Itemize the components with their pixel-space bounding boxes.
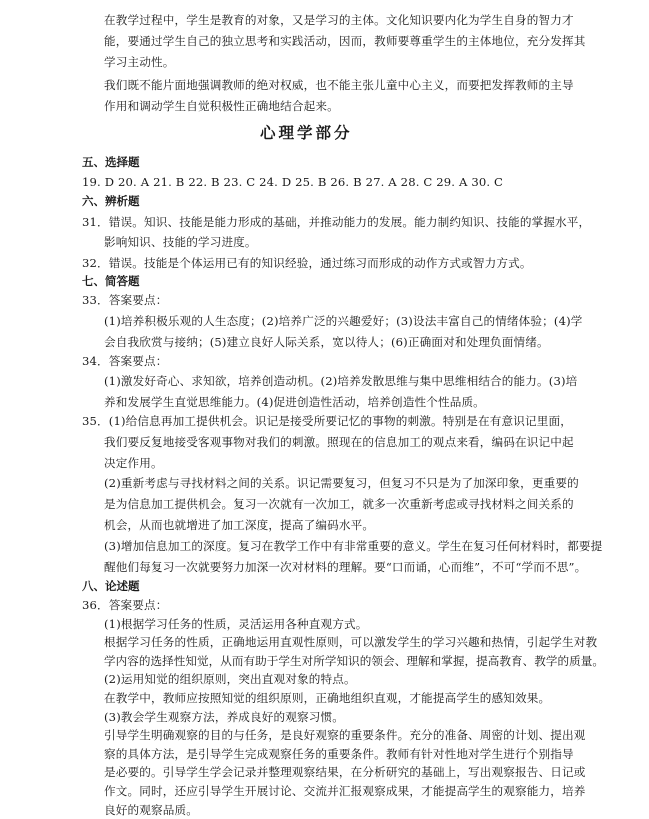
- sec5-heading: 五、选择题: [82, 155, 140, 169]
- q35-line6: 机会，从而也就增进了加工深度，提高了编码水平。: [104, 518, 375, 532]
- q35-line2: 我们要反复地接受客观事物对我们的刺激。照现在的信息加工的观点来看，编码在识记中起: [104, 435, 574, 449]
- q36-line1: 36．答案要点：: [82, 598, 168, 612]
- q36-line3: 根据学习任务的性质，正确地运用直观性原则，可以激发学生的学习兴趣和热情，引起学生对教: [104, 635, 598, 650]
- sec7-heading: 七、简答题: [82, 274, 140, 288]
- q33-line2: (1)培养积极乐观的人生态度；(2)培养广泛的兴趣爱好；(3)设法丰富自己的情绪体验；(4)学: [104, 314, 583, 328]
- q36-line2: (1)根据学习任务的性质，灵活运用各种直观方式。: [104, 616, 368, 631]
- q35-line3: 决定作用。: [104, 456, 163, 470]
- q36-line4: 学内容的选择性知觉，从而有助于学生对所学知识的领会、理解和掌握，提高教育、教学的质量。: [104, 653, 604, 668]
- intro-p1-line1: 在教学过程中，学生是教育的对象，又是学习的主体。文化知识要内化为学生自身的智力才: [104, 13, 574, 27]
- intro-p1-line2: 能，要通过学生自己的独立思考和实践活动，因而，教师要尊重学生的主体地位，充分发挥其: [104, 34, 586, 48]
- q35-line4: (2)重新考虑与寻找材料之间的关系。识记需要复习，但复习不只是为了加深印象，更重要的: [104, 476, 579, 490]
- q33-line3: 会自我欣赏与接纳；(5)建立良好人际关系，宽以待人；(6)正确面对和处理负面情绪。: [104, 335, 549, 349]
- section-title: 心理学部分: [260, 123, 353, 142]
- q35-line5: 是为信息加工提供机会。复习一次就有一次加工，就多一次重新考虑或寻找材料之间关系的: [104, 497, 574, 511]
- q36-line10: 是必要的。引导学生学会记录并整理观察结果，在分析研究的基础上，写出观察报告、日记或: [104, 765, 586, 780]
- q36-line11: 作文。同时，还应引导学生开展讨论、交流并汇报观察成果，才能提高学生的观察能力，培养: [104, 784, 586, 798]
- q36-line5: (2)运用知觉的组织原则，突出直观对象的特点。: [104, 672, 356, 687]
- q36-line9: 察的具体方法，是引导学生完成观察任务的重要条件。教师有针对性地对学生进行个别指导: [104, 746, 574, 761]
- intro-p1-line3: 学习主动性。: [104, 55, 175, 69]
- intro-p2-line2: 作用和调动学生自觉积极性正确地结合起来。: [104, 99, 339, 113]
- sec5-answers: 19. D 20. A 21. B 22. B 23. C 24. D 25. B 26. B 27. A 28. C 29. A 30. C: [82, 175, 504, 189]
- sec8-heading: 八、论述题: [82, 579, 140, 593]
- intro-p2-line1: 我们既不能片面地强调教师的绝对权威，也不能主张儿童中心主义，而要把发挥教师的主导: [104, 78, 574, 92]
- q36-line7: (3)教会学生观察方法，养成良好的观察习惯。: [104, 709, 345, 724]
- q31-line2: 影响知识、技能的学习进度。: [104, 235, 257, 249]
- sec6-heading: 六、辨析题: [82, 194, 140, 208]
- q33-line1: 33．答案要点：: [82, 293, 168, 307]
- q31-line1: 31．错误。知识、技能是能力形成的基础，并推动能力的发展。能力制约知识、技能的掌握水平，: [82, 215, 591, 229]
- q36-line8: 引导学生明确观察的目的与任务，是良好观察的重要条件。充分的准备、周密的计划、提出观: [104, 728, 586, 743]
- q35-line1: 35．(1)给信息再加工提供机会。识记是接受所要记忆的事物的刺激。特别是在有意识记里面，: [82, 414, 572, 428]
- q35-line7: (3)增加信息加工的深度。复习在教学工作中有非常重要的意义。学生在复习任何材料时，都要提: [104, 539, 603, 553]
- q34-line2: (1)激发好奇心、求知欲，培养创造动机。(2)培养发散思维与集中思维相结合的能力。(3)培: [104, 374, 578, 388]
- q36-line6: 在教学中，教师应按照知觉的组织原则，正确地组织直观，才能提高学生的感知效果。: [104, 691, 551, 705]
- q35-line8: 醒他们每复习一次就要努力加深一次对材料的理解。要“口而诵，心而维”，不可“学而不思”。: [104, 560, 587, 574]
- q34-line1: 34．答案要点：: [82, 354, 168, 368]
- q32-line: 32．错误。技能是个体运用已有的知识经验，通过练习而形成的动作方式或智力方式。: [82, 256, 532, 270]
- q34-line3: 养和发展学生直觉思维能力。(4)促进创造性活动，培养创造性个性品质。: [104, 395, 485, 409]
- q36-line12: 良好的观察品质。: [104, 802, 198, 817]
